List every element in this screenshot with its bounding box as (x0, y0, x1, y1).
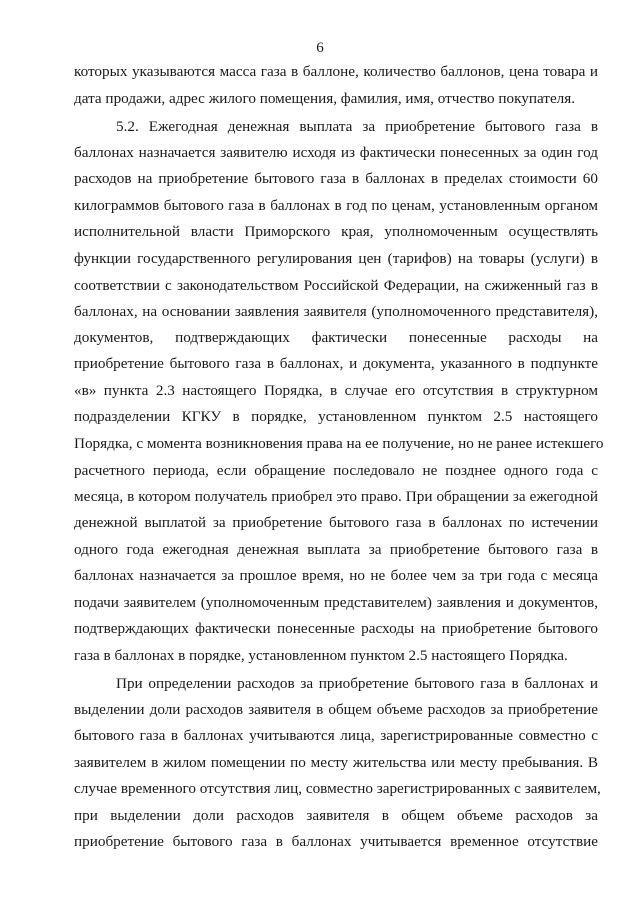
text-line: одного года ежегодная денежная выплата за приобретение бытового газа в (74, 541, 598, 558)
text-line: приобретение бытового газа в баллонах учитывается временное отсутствие (74, 833, 598, 850)
text-line: Порядка, с момента возникновения права на ее получение, но не ранее истекшего (74, 435, 604, 452)
text-line: килограммов бытового газа в баллонах в год по ценам, установленным органом (74, 197, 598, 214)
text-line: баллонах назначается за прошлое время, но не более чем за три года с месяца (74, 567, 598, 584)
text-line: расчетного периода, если обращение последовало не позднее одного года с (74, 462, 598, 479)
text-line: соответствии с законодательством Российской Федерации, на сжиженный газ в (74, 277, 598, 294)
text-line: подразделении КГКУ в порядке, установленном пунктом 2.5 настоящего (74, 408, 598, 425)
text-line: расходов на приобретение бытового газа в баллонах в пределах стоимости 60 (74, 170, 598, 187)
text-line: дата продажи, адрес жилого помещения, фамилия, имя, отчество покупателя. (74, 90, 576, 107)
text-line: приобретение бытового газа в баллонах, и документа, указанного в подпункте (74, 355, 598, 372)
text-line: бытового газа в баллонах учитываются лица, зарегистрированные совместно с (74, 727, 598, 744)
text-line: баллонах, на основании заявления заявителя (уполномоченного представителя), (74, 303, 598, 320)
text-line: заявителем в жилом помещении по месту жительства или месту пребывания. В (74, 754, 598, 771)
text-line: подачи заявителем (уполномоченным представителем) заявления и документов, (74, 594, 598, 611)
text-line: денежной выплатой за приобретение бытового газа в баллонах по истечении (74, 514, 598, 531)
text-line: которых указываются масса газа в баллоне, количество баллонов, цена товара и (74, 63, 598, 80)
paragraph-first-line: При определении расходов за приобретение бытового газа в баллонах и (116, 675, 598, 692)
text-line: выделении доли расходов заявителя в общем объеме расходов за приобретение (74, 701, 598, 718)
text-line: при выделении доли расходов заявителя в общем объеме расходов за (74, 807, 598, 824)
paragraph-first-line: 5.2. Ежегодная денежная выплата за приобретение бытового газа в (116, 118, 598, 135)
text-line: баллонах назначается заявителю исходя из фактически понесенных за один год (74, 144, 598, 161)
page-number: 6 (316, 40, 324, 56)
text-line: «в» пункта 2.3 настоящего Порядка, в случае его отсутствия в структурном (74, 382, 598, 399)
text-line: функции государственного регулирования цен (тарифов) на товары (услуги) в (74, 250, 598, 267)
text-line: исполнительной власти Приморского края, уполномоченным осуществлять (74, 223, 598, 240)
text-line: месяца, в котором получатель приобрел это право. При обращении за ежегодной (74, 488, 598, 505)
text-line: газа в баллонах в порядке, установленном пунктом 2.5 настоящего Порядка. (74, 647, 568, 664)
text-line: случае временного отсутствия лиц, совместно зарегистрированных с заявителем, (74, 780, 601, 797)
text-line: документов, подтверждающих фактически понесенные расходы на (74, 329, 598, 346)
text-line: подтверждающих фактически понесенные расходы на приобретение бытового (74, 620, 598, 637)
